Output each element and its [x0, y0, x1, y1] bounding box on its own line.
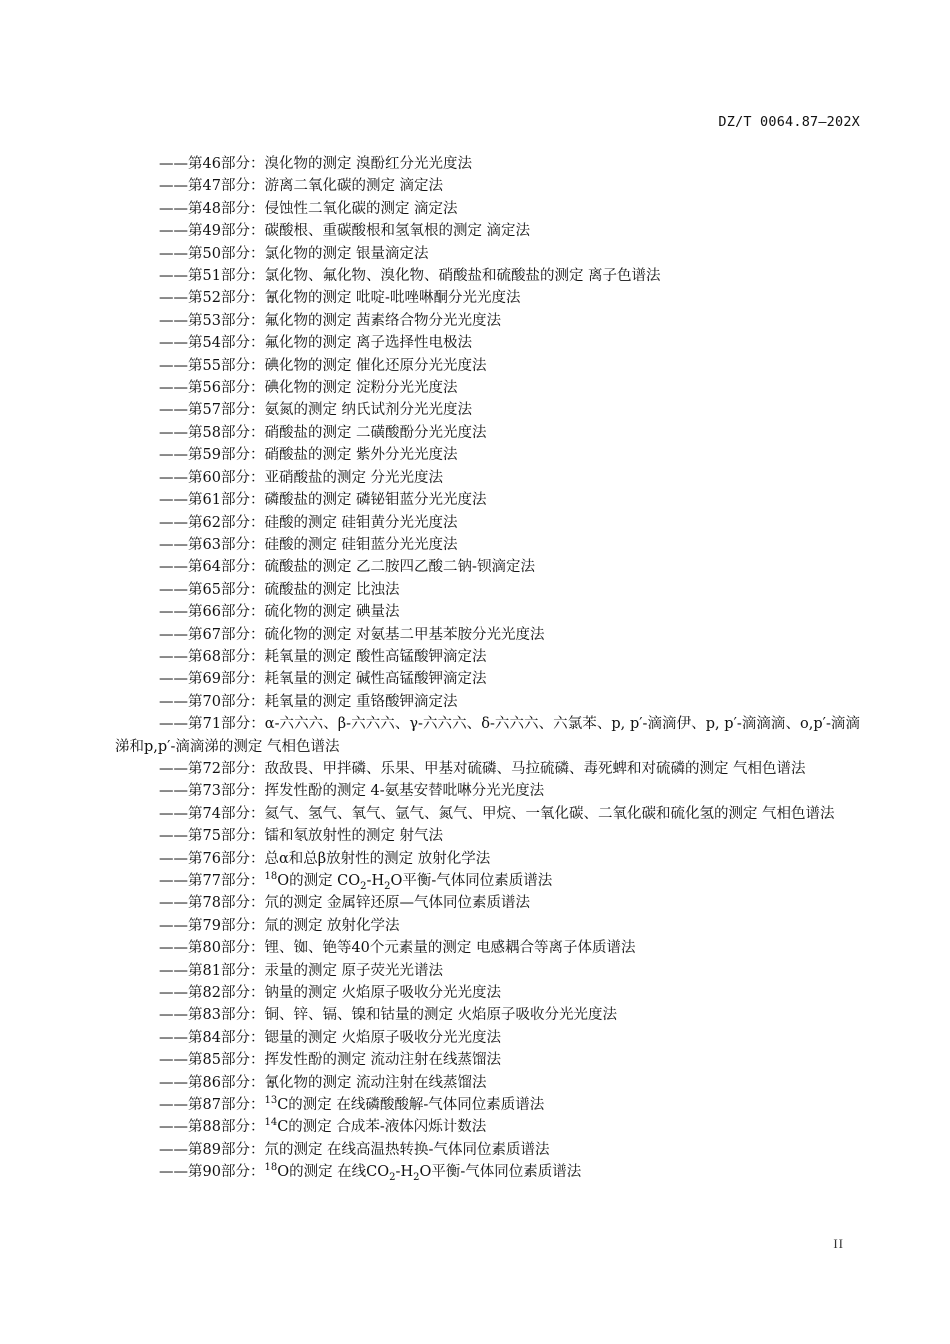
list-item: ——第68部分：耗氧量的测定 酸性高锰酸钾滴定法 — [159, 648, 487, 665]
list-item: ——第67部分：硫化物的测定 对氨基二甲基苯胺分光光度法 — [159, 626, 545, 643]
list-item — [115, 1161, 860, 1183]
list-item: ——第66部分：硫化物的测定 碘量法 — [159, 604, 400, 621]
standard-parts-list — [115, 153, 860, 1184]
list-item: ——第81部分：汞量的测定 原子荧光光谱法 — [159, 962, 444, 979]
list-item: ——第70部分：耗氧量的测定 重铬酸钾滴定法 — [159, 693, 458, 710]
list-item: ——第83部分：铜、锌、镉、镍和钴量的测定 火焰原子吸收分光光度法 — [159, 1007, 618, 1024]
list-item: ——第71部分：α-六六六、β-六六六、γ-六六六、δ-六六六、六氯苯、p, p′-滴滴伊、p, p′-滴滴滴、o,p′-滴滴涕和p,p′-滴滴涕的测定 气相色谱法 — [115, 716, 860, 755]
superscript: 14 — [264, 1117, 278, 1129]
list-item: ——第48部分：侵蚀性二氧化碳的测定 滴定法 — [159, 200, 458, 217]
list-item: ——第82部分：钠量的测定 火焰原子吸收分光光度法 — [159, 985, 502, 1002]
list-item: ——第57部分：氨氮的测定 纳氏试剂分光光度法 — [159, 402, 473, 419]
list-item: ——第76部分：总α和总β放射性的测定 放射化学法 — [159, 850, 491, 867]
list-item: ——第69部分：耗氧量的测定 碱性高锰酸钾滴定法 — [159, 671, 487, 688]
text-segment: O平衡-气体同位素质谱法 — [419, 1164, 582, 1181]
list-item: ——第58部分：硝酸盐的测定 二磺酸酚分光光度法 — [159, 424, 487, 441]
list-item: ——第63部分：硅酸的测定 硅钼蓝分光光度法 — [159, 536, 458, 553]
list-item — [115, 1094, 860, 1116]
text-segment: -H — [395, 1164, 414, 1181]
text-segment: O平衡-气体同位素质谱法 — [390, 873, 553, 889]
list-item: ——第89部分：氘的测定 在线高温热转换-气体同位素质谱法 — [159, 1141, 550, 1158]
list-item: ——第61部分：磷酸盐的测定 磷铋钼蓝分光光度法 — [159, 492, 487, 509]
text-segment: ——第90部分： — [159, 1164, 265, 1181]
list-item: ——第60部分：亚硝酸盐的测定 分光光度法 — [159, 469, 444, 486]
text-segment: O的测定 CO — [277, 873, 361, 889]
document-code: DZ/T 0064.87—202X — [718, 114, 860, 130]
list-item: ——第80部分：锂、铷、铯等40个元素量的测定 电感耦合等离子体质谱法 — [159, 940, 636, 957]
list-item: ——第53部分：氟化物的测定 茜素络合物分光光度法 — [159, 312, 502, 329]
superscript: 18 — [264, 1162, 278, 1174]
list-item: ——第62部分：硅酸的测定 硅钼黄分光光度法 — [159, 514, 458, 531]
page-number: II — [833, 1236, 844, 1251]
superscript: 13 — [264, 1095, 278, 1107]
list-item — [115, 870, 860, 892]
list-item: ——第55部分：碘化物的测定 催化还原分光光度法 — [159, 357, 487, 374]
list-item: ——第72部分：敌敌畏、甲拌磷、乐果、甲基对硫磷、马拉硫磷、毒死蜱和对硫磷的测定 气相色谱法 — [159, 760, 806, 777]
list-item: ——第78部分：氘的测定 金属锌还原—气体同位素质谱法 — [159, 895, 531, 912]
list-item: ——第56部分：碘化物的测定 淀粉分光光度法 — [159, 380, 458, 397]
subscript: 2 — [384, 880, 391, 892]
subscript: 2 — [360, 880, 367, 892]
list-item: ——第59部分：硝酸盐的测定 紫外分光光度法 — [159, 447, 458, 464]
list-item: ——第73部分：挥发性酚的测定 4-氨基安替吡啉分光光度法 — [159, 783, 545, 800]
subscript: 2 — [413, 1172, 420, 1184]
text-segment: ——第87部分： — [159, 1097, 265, 1114]
list-item: ——第86部分：氰化物的测定 流动注射在线蒸馏法 — [159, 1074, 487, 1091]
list-item: ——第51部分：氯化物、氟化物、溴化物、硝酸盐和硫酸盐的测定 离子色谱法 — [159, 268, 661, 285]
subscript: 2 — [389, 1172, 396, 1184]
list-item — [115, 1116, 860, 1138]
superscript: 18 — [264, 871, 278, 883]
text-segment: ——第77部分： — [159, 873, 265, 889]
list-item: ——第79部分：氚的测定 放射化学法 — [159, 917, 400, 934]
text-segment: -H — [366, 873, 385, 889]
list-item: ——第64部分：硫酸盐的测定 乙二胺四乙酸二钠-钡滴定法 — [159, 559, 535, 576]
list-item: ——第85部分：挥发性酚的测定 流动注射在线蒸馏法 — [159, 1052, 502, 1069]
text-segment: ——第88部分： — [159, 1119, 265, 1136]
list-item: ——第52部分：氰化物的测定 吡啶-吡唑啉酮分光光度法 — [159, 290, 521, 307]
list-item: ——第50部分：氯化物的测定 银量滴定法 — [159, 245, 429, 262]
text-segment: O的测定 在线CO — [277, 1164, 390, 1181]
text-segment: C的测定 合成苯-液体闪烁计数法 — [277, 1119, 487, 1136]
list-item: ——第54部分：氟化物的测定 离子选择性电极法 — [159, 335, 473, 352]
list-item: ——第74部分：氦气、氢气、氧气、氩气、氮气、甲烷、一氧化碳、二氧化碳和硫化氢的测定 气相色谱法 — [159, 805, 835, 822]
text-segment: C的测定 在线磷酸酸解-气体同位素质谱法 — [277, 1097, 545, 1114]
list-item: ——第84部分：锶量的测定 火焰原子吸收分光光度法 — [159, 1029, 502, 1046]
list-item: ——第75部分：镭和氡放射性的测定 射气法 — [159, 828, 444, 845]
list-item: ——第47部分：游离二氧化碳的测定 滴定法 — [159, 178, 444, 195]
list-item: ——第65部分：硫酸盐的测定 比浊法 — [159, 581, 400, 598]
list-item: ——第49部分：碳酸根、重碳酸根和氢氧根的测定 滴定法 — [159, 223, 531, 240]
list-item: ——第46部分：溴化物的测定 溴酚红分光光度法 — [159, 156, 473, 172]
